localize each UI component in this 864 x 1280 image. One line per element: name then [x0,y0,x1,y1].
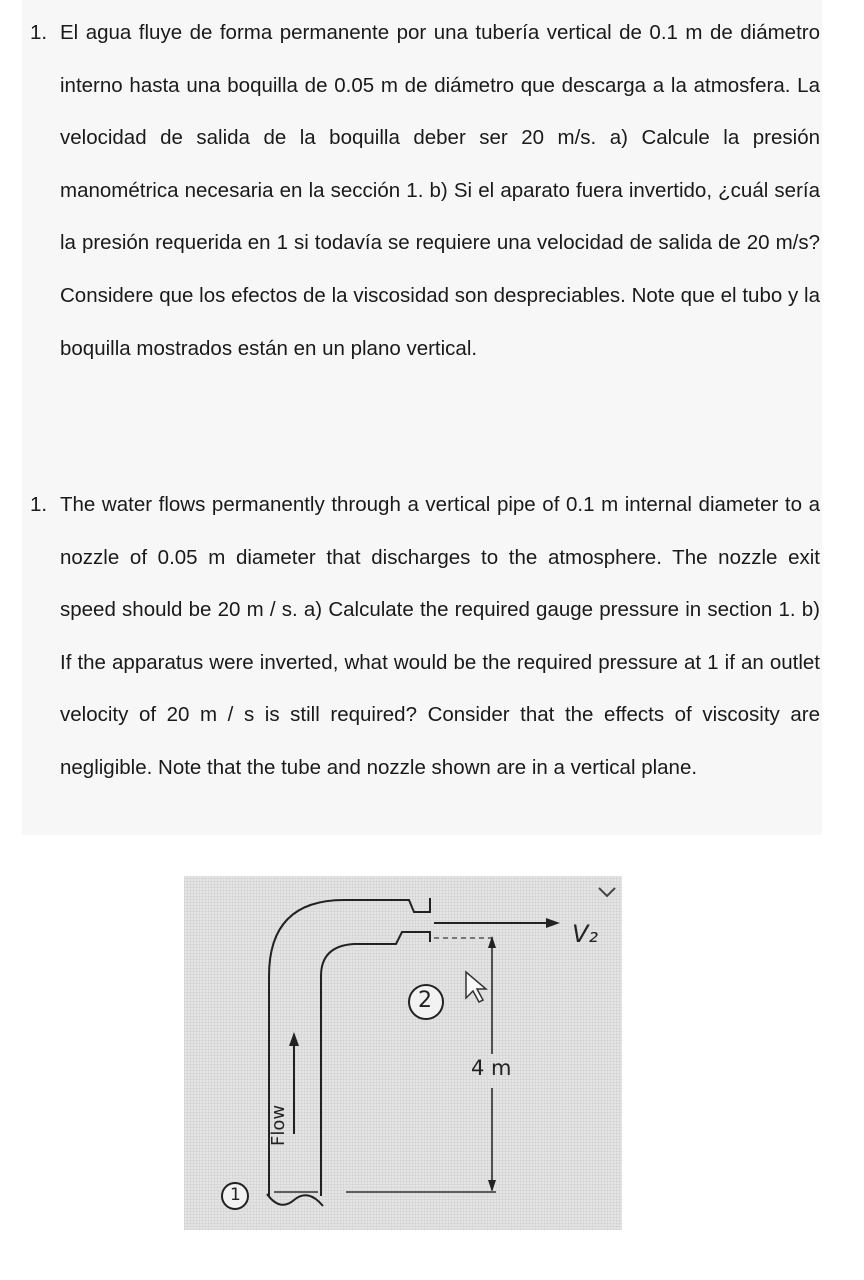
dimension-arrow-down [488,1180,496,1192]
problem-text: The water flows permanently through a vertical pipe of 0.1 m internal diameter to a nozzle of 0.05 m diameter that discharges to the atmosphere. The nozzle exit speed should be 20 m / s. a) Calculate the required gauge pressure in section 1. b) If the apparatus were inverted, what would be the required pressure at 1 if an outlet velocity of 20 m / s is still required? Consider that the effects of viscosity are negligible. Note that the tube and nozzle shown are in a vertical plane. [60,493,820,779]
height-label: 4 m [471,1056,512,1080]
section-1-label: 1 [230,1185,241,1205]
velocity-label: V₂ [572,920,599,948]
problem-text: El agua fluye de forma permanente por una tubería vertical de 0.1 m de diámetro interno hasta una boquilla de 0.05 m de diámetro que descarga a la atmosfera. La velocidad de salida de la boquilla deber ser 20 m/s. a) Calcule la presión manométrica necesaria en la sección 1. b) Si el aparato fuera invertido, ¿cuál sería la presión requerida en 1 si todavía se requiere una velocidad de salida de 20 m/s? Considere que los efectos de la viscosidad son despreciables. Note que el tubo y la boquilla mostrados están en un plano vertical. [60,21,820,360]
problem-english [30,479,820,795]
pipe-nozzle-figure [184,876,622,1230]
chevron-down-icon [599,888,615,896]
cursor-icon [466,972,486,1002]
pipe-inner-wall [321,932,430,1196]
pipe-diagram [184,876,622,1230]
flow-label: Flow [268,1104,289,1146]
problem-spanish [30,7,820,375]
velocity-arrow-head [546,918,560,928]
pipe-break [267,1194,323,1206]
flow-arrow-head [289,1032,299,1046]
problem-number: 1. [30,21,48,44]
section-2-label: 2 [418,988,432,1013]
problem-number: 1. [30,493,48,516]
